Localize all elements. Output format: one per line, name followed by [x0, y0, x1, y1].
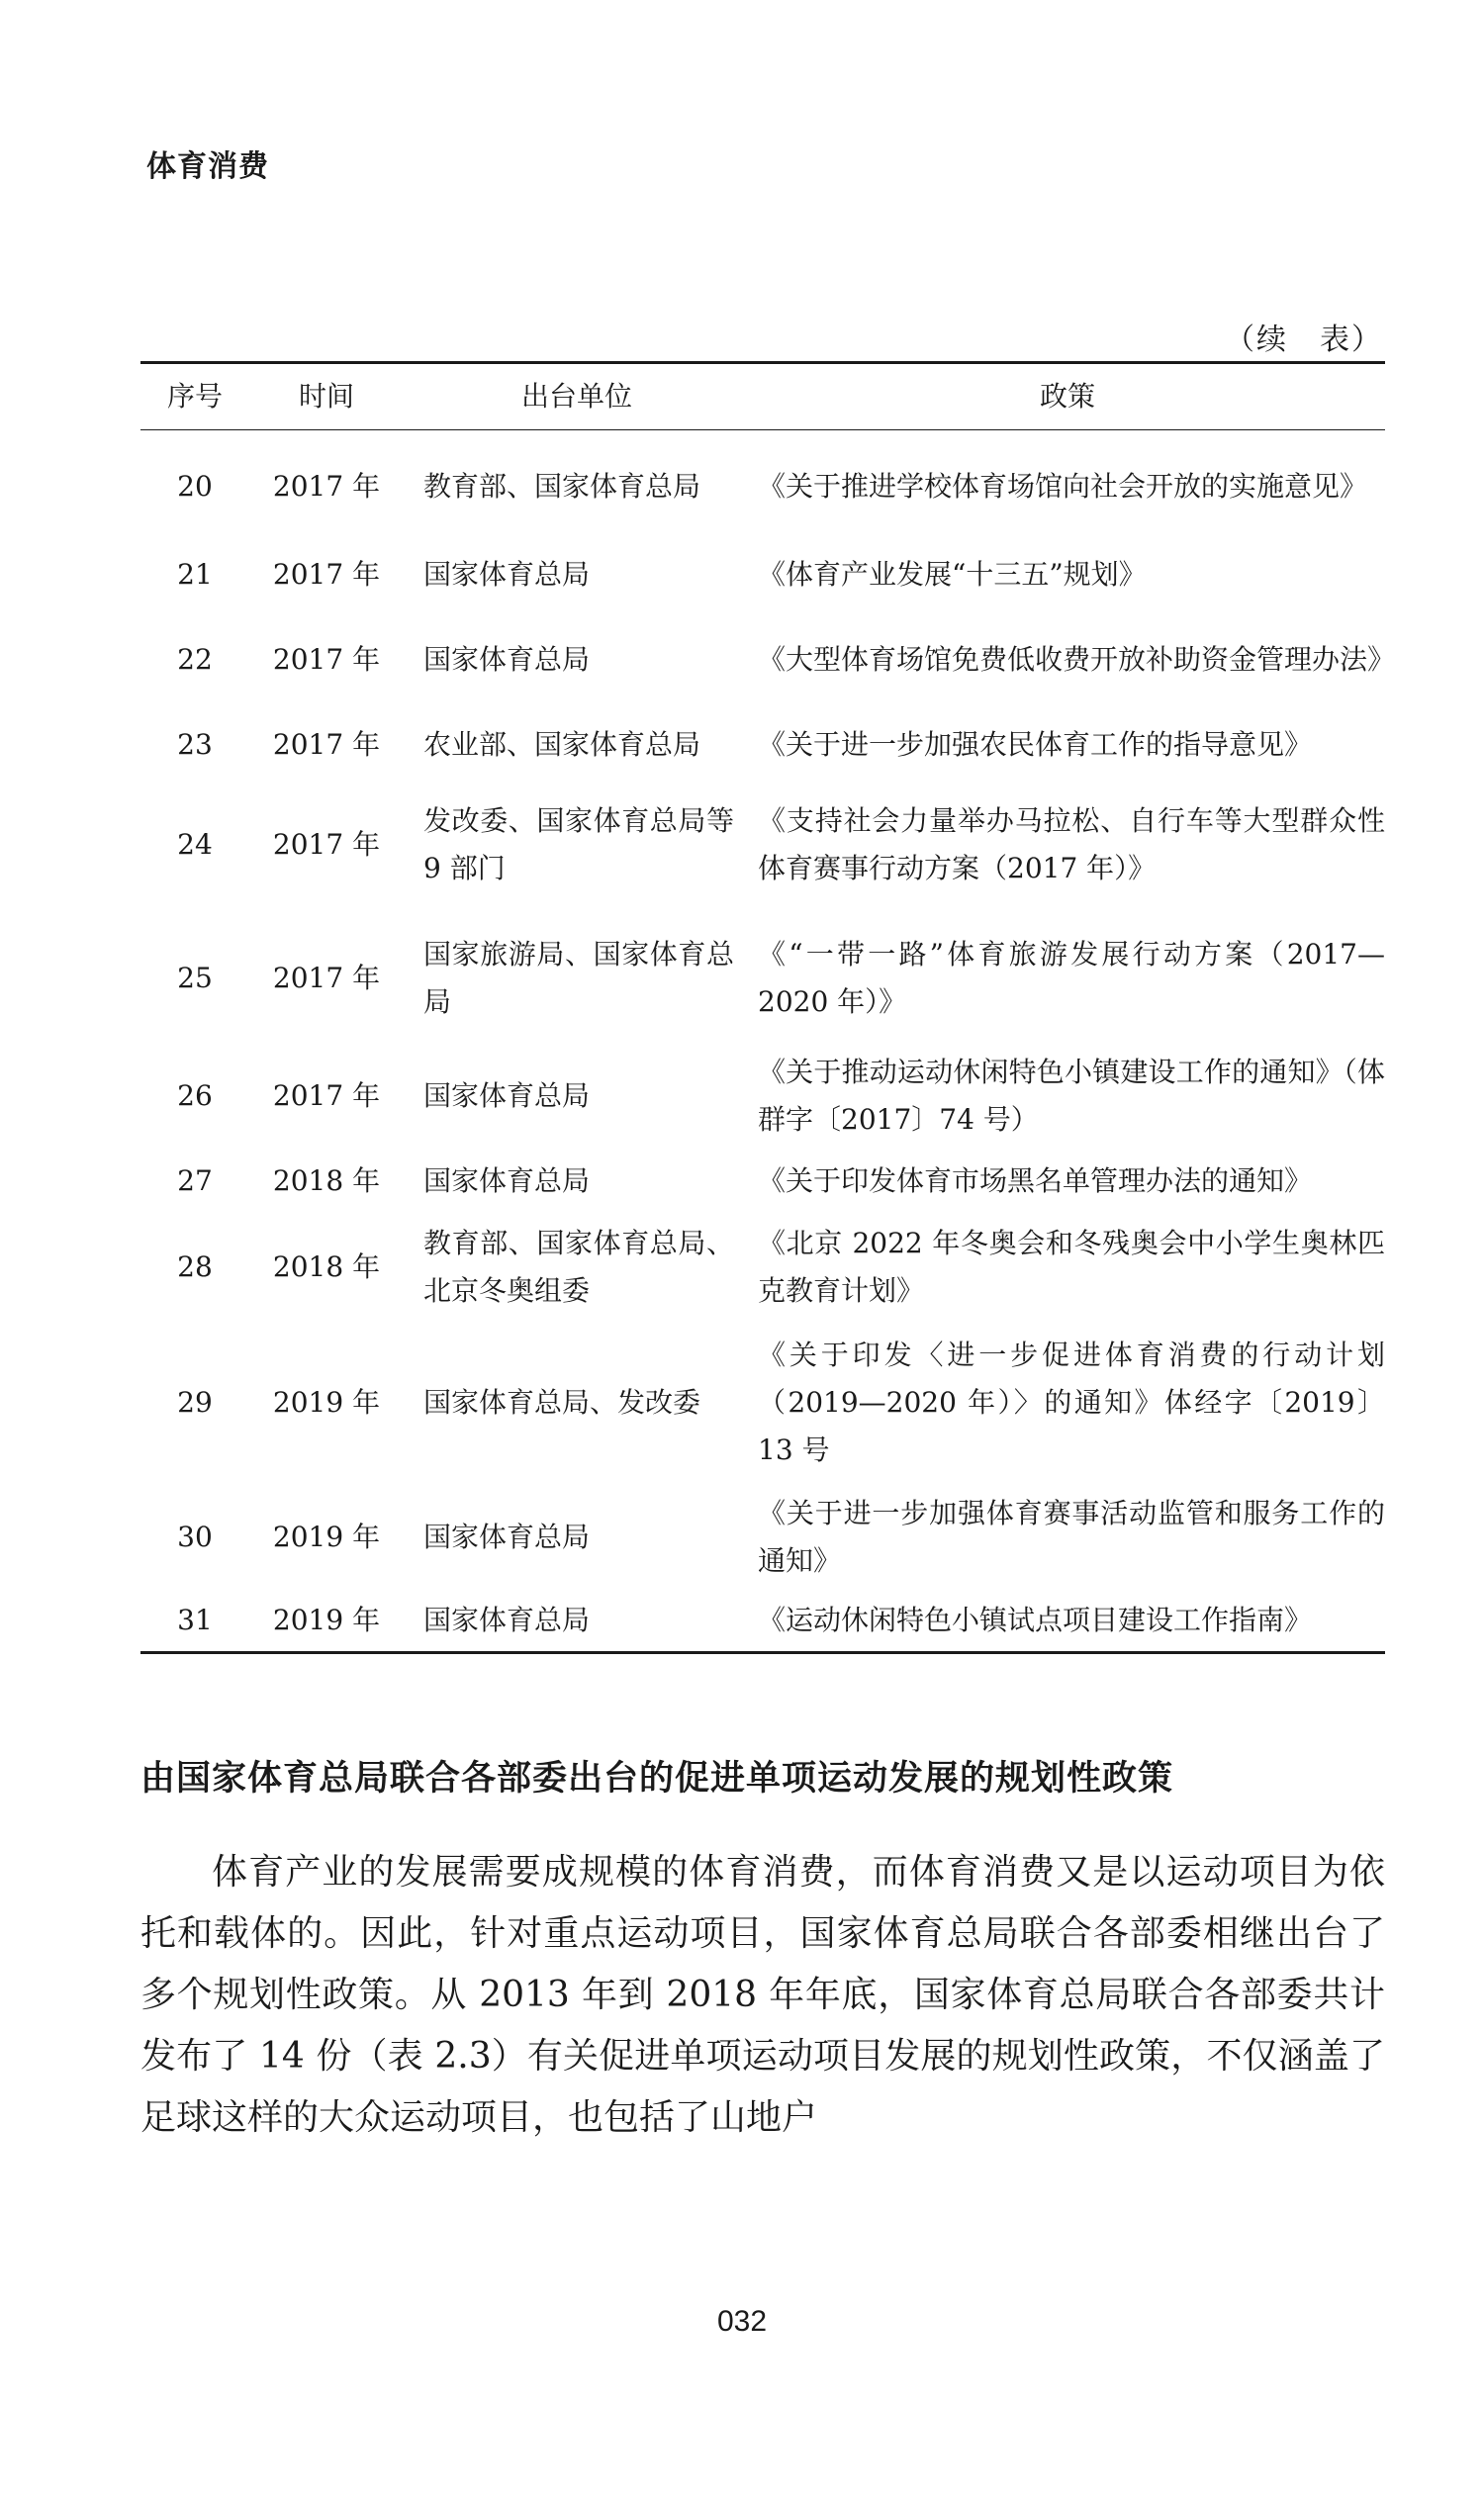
cell-time: 2017 年: [272, 642, 381, 676]
table-row: [140, 914, 1385, 1043]
cell-number: 28: [177, 1249, 213, 1283]
cell-number: 30: [177, 1520, 213, 1553]
cell-time: 2018 年: [272, 1163, 381, 1197]
cell-policy: 《“一带一路”体育旅游发展行动方案（2017—2020 年）》: [758, 937, 1385, 1018]
cell-time: 2017 年: [272, 470, 381, 504]
cell-number: 26: [177, 1078, 213, 1112]
cell-policy: 《支持社会力量举办马拉松、自行车等大型群众性体育赛事行动方案（2017 年）》: [758, 803, 1385, 884]
cell-time: 2017 年: [272, 827, 381, 861]
cell-unit: 发改委、国家体育总局等 9 部门: [423, 803, 734, 884]
table-row: [140, 430, 1385, 544]
column-header-time: 时间: [249, 363, 404, 430]
column-header-number: 序号: [140, 363, 249, 430]
column-header-unit: 出台单位: [404, 363, 750, 430]
cell-policy: 《关于印发〈进一步促进体育消费的行动计划（2019—2020 年）〉的通知》体经字〔2019〕13 号: [758, 1339, 1385, 1466]
cell-time: 2019 年: [272, 1386, 381, 1419]
cell-policy: 《关于印发体育市场黑名单管理办法的通知》: [758, 1163, 1313, 1197]
cell-number: 25: [177, 961, 213, 994]
cell-policy: 《体育产业发展“十三五”规划》: [758, 557, 1147, 591]
cell-policy: 《运动休闲特色小镇试点项目建设工作指南》: [750, 1590, 1385, 1653]
table-header-row: [140, 363, 1385, 430]
cell-unit: 农业部、国家体育总局: [423, 727, 701, 761]
cell-time: 2017 年: [272, 557, 381, 591]
cell-policy: 《关于推动运动休闲特色小镇建设工作的通知》（体群字〔2017〕74 号）: [758, 1055, 1385, 1136]
cell-number: 22: [177, 642, 213, 676]
cell-time: 2017 年: [272, 727, 381, 761]
cell-number: 27: [177, 1163, 213, 1197]
table-row: [140, 1150, 1385, 1213]
cell-time: 2017 年: [272, 961, 381, 994]
cell-unit: 国家体育总局: [404, 1590, 750, 1653]
cell-unit: 国家体育总局: [423, 1163, 591, 1197]
cell-unit: 教育部、国家体育总局: [423, 470, 701, 504]
page-number: 032: [716, 2305, 768, 2338]
column-header-policy: 政策: [750, 363, 1385, 430]
cell-unit: 国家体育总局: [423, 1520, 591, 1553]
cell-policy: 《关于进一步加强体育赛事活动监管和服务工作的通知》: [758, 1496, 1385, 1577]
cell-unit: 国家体育总局: [423, 1078, 591, 1112]
cell-number: 29: [177, 1386, 213, 1419]
cell-policy: 《关于推进学校体育场馆向社会开放的实施意见》: [758, 470, 1368, 504]
cell-time: 2017 年: [272, 1078, 381, 1112]
cell-policy: 《关于进一步加强农民体育工作的指导意见》: [758, 727, 1313, 761]
cell-number: 24: [177, 827, 213, 861]
cell-policy: 《大型体育场馆免费低收费开放补助资金管理办法》: [758, 642, 1396, 676]
section-heading: 由国家体育总局联合各部委出台的促进单项运动发展的规划性政策: [140, 1759, 1174, 1799]
table-row: [140, 605, 1385, 714]
cell-number: 21: [177, 557, 213, 591]
table-row: [140, 714, 1385, 776]
cell-unit: 国家体育总局、发改委: [423, 1386, 701, 1419]
cell-number: 20: [177, 470, 213, 504]
table-row: [140, 1213, 1385, 1322]
running-head: 体育消费: [146, 149, 269, 184]
table-row: [140, 1043, 1385, 1150]
cell-time: 2019 年: [249, 1590, 404, 1653]
cell-number: 23: [177, 727, 213, 761]
table-row: [140, 1322, 1385, 1485]
cell-unit: 国家体育总局: [423, 642, 591, 676]
cell-number: 31: [140, 1590, 249, 1653]
table-row: [140, 1590, 1385, 1653]
cell-policy: 《北京 2022 年冬奥会和冬残奥会中小学生奥林匹克教育计划》: [758, 1226, 1385, 1307]
table-row: [140, 1485, 1385, 1590]
table-row: [140, 544, 1385, 605]
cell-unit: 教育部、国家体育总局、北京冬奥组委: [423, 1226, 734, 1307]
cell-unit: 国家体育总局: [423, 557, 591, 591]
table-row: [140, 776, 1385, 914]
table-continued-label: （续 表）: [1225, 323, 1383, 357]
cell-time: 2018 年: [272, 1249, 381, 1283]
cell-unit: 国家旅游局、国家体育总局: [423, 937, 734, 1018]
body-paragraph: 体育产业的发展需要成规模的体育消费，而体育消费又是以运动项目为依托和载体的。因此，针对重点运动项目，国家体育总局联合各部委相继出台了多个规划性政策。从 2013 年到 2018 年年底，国家体育总局联合各部委共计发布了 14 份（表 2.3）有关促进单项运动项目发展的规划性政策，不仅涵盖了足球这样的大众运动项目，也包括了山地户: [140, 1852, 1385, 2138]
policy-table: [140, 361, 1396, 1654]
cell-time: 2019 年: [272, 1520, 381, 1553]
